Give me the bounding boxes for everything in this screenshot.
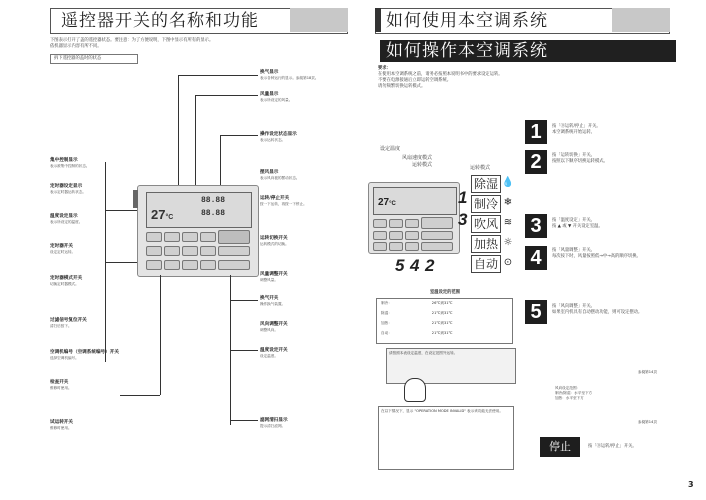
snowflake-icon: ❄ <box>503 197 513 208</box>
label-operation-display: 换气显示 表示各种运行的显示。参阅第18页。 <box>260 70 319 80</box>
remote-btn-9[interactable] <box>218 246 250 256</box>
step-2-number: 2 <box>525 150 547 174</box>
label-filter-display: 滤网清扫显示 提示清扫滤网。 <box>260 418 288 428</box>
diag-btn[interactable] <box>405 231 419 240</box>
diag-btn[interactable] <box>373 219 387 228</box>
intro-line-2: 依机器显示内容有所不同。 <box>50 44 102 49</box>
left-page-title: 遥控器开关的名称和功能 <box>61 11 259 31</box>
stop-instruction: 按「⓪运转/停止」开关。 <box>588 444 637 449</box>
sun-icon: ☼ <box>503 237 513 248</box>
leader-line <box>230 300 258 301</box>
left-header <box>50 8 348 34</box>
diag-btn[interactable] <box>421 242 453 251</box>
leader-line <box>178 75 179 185</box>
range-row: 自动： 21℃到31℃ <box>381 331 453 335</box>
callout-3: 3 <box>458 210 468 229</box>
label-check: 检查开关 维修时使用。 <box>50 380 72 390</box>
right-page-title: 如何使用本空调系统 <box>386 11 548 31</box>
mascot-icon <box>404 378 426 402</box>
stop-label: 停止 <box>540 437 580 457</box>
remote-btn-2[interactable] <box>164 232 180 242</box>
diag-btn[interactable] <box>373 231 387 240</box>
lcd-digits: 88.88 <box>201 196 226 205</box>
left-intro <box>50 38 346 50</box>
section-banner: 如何操作本空调系统 <box>380 40 676 62</box>
mode-heat: 加热 <box>471 235 501 253</box>
step-2-text: 按「运转切换」开关。 按照以下顺序切换运转模式。 <box>552 153 608 164</box>
step-3-text: 按「温度设定」开关。 按 ▲ 或 ▼ 开关设定室温。 <box>552 218 603 229</box>
lcd-digits-2: 88.88 <box>201 209 226 218</box>
leader-line <box>230 350 258 351</box>
remote-btn-7[interactable] <box>182 246 198 256</box>
step-1-text: 按「⓪运转/停止」开关。 本空调系统开始运转。 <box>552 124 601 135</box>
requirements-block: 要求： 在使用本空调系统之前，请务必按照本说明书中的要求设定运转。 不要在电源接通后立即运转空调系统。 请勿频繁切换运转模式。 <box>378 66 668 90</box>
note-3: 请勿频繁切换运转模式。 <box>378 84 426 89</box>
label-fan-button: 风量调整开关 调整风量。 <box>260 272 288 282</box>
label-status-display: 操作设定状态显示 表示运转状态。 <box>260 132 297 142</box>
diagram-lcd <box>373 187 457 215</box>
remote-onoff-btn[interactable] <box>218 230 250 244</box>
diag-btn[interactable] <box>389 219 403 228</box>
note-2: 不要在电源接通后立即运转空调系统。 <box>378 78 452 83</box>
range-row: 除湿： 21℃到31℃ <box>381 311 453 315</box>
header-accent <box>290 8 348 32</box>
remote-btn-10[interactable] <box>146 260 162 270</box>
remote-btn-11[interactable] <box>164 260 180 270</box>
leader-line <box>220 135 221 185</box>
label-swing-display: 摆风显示 表示风向板的摆动状态。 <box>260 170 300 180</box>
leader-line <box>105 210 137 211</box>
leader-line <box>220 135 258 136</box>
label-temp-display: 温度设定显示 表示所设定的温度。 <box>50 214 83 224</box>
label-timer-mode: 定时器模式开关 切换定时器模式。 <box>50 276 83 286</box>
step-1-number: 1 <box>525 120 547 144</box>
leader-line <box>120 395 160 396</box>
remote-btn-4[interactable] <box>200 232 216 242</box>
diag-btn[interactable] <box>389 242 403 251</box>
callout-2: 2 <box>425 256 435 275</box>
step-5-number: 5 <box>525 300 547 324</box>
label-central-control: 集中控制显示 表示被集中控制的状态。 <box>50 158 90 168</box>
remote-btn-12[interactable] <box>182 260 198 270</box>
leader-line <box>178 75 258 76</box>
label-fan-display: 风量显示 表示所设定的风量。 <box>260 92 293 102</box>
leader-line <box>195 95 196 185</box>
range-row: 加热： 21℃到31℃ <box>381 321 453 325</box>
step-3-number: 3 <box>525 214 547 238</box>
note-1: 在使用本空调系统之前，请务必按照本说明书中的要求设定运转。 <box>378 72 503 77</box>
remote-btn-1[interactable] <box>146 232 162 242</box>
leader-line <box>195 95 258 96</box>
diagram-remote <box>368 182 460 254</box>
diag-mode-label: 运转模式 <box>412 162 433 168</box>
brand-mark <box>133 190 138 208</box>
remote-btn-3[interactable] <box>182 232 198 242</box>
mode-fan: 吹风 <box>471 215 501 233</box>
remote-btn-14[interactable] <box>218 260 250 270</box>
diag-fan-label: 风扇速度模式 <box>402 155 433 161</box>
label-test-run: 试运转开关 维修时使用。 <box>50 420 73 430</box>
callout-4: 4 <box>410 256 420 275</box>
remote-btn-8[interactable] <box>200 246 216 256</box>
mode-dry: 除湿 <box>471 175 501 193</box>
mode-cool: 制冷 <box>471 195 501 213</box>
step-5-ranges: 风向设定范围： 制冷/除湿：水平至下方 加热：水平至下方 <box>555 386 593 400</box>
callout-5: 5 <box>395 256 405 275</box>
diag-ops-mode-label: 运转模式 <box>470 165 491 171</box>
label-filter-reset: 过滤信号复位开关 清扫后按下。 <box>50 318 87 328</box>
diag-btn[interactable] <box>405 242 419 251</box>
remote-btn-13[interactable] <box>200 260 216 270</box>
label-temp-button: 温度设定开关 设定温度。 <box>260 348 288 358</box>
figure-caption: 拆下遥控器的盖时的状态 <box>50 54 138 64</box>
label-timer-display: 定时器设定显示 表示定时器运转状态。 <box>50 184 86 194</box>
range-row: 制冷： 26℃到31℃ <box>381 301 453 305</box>
diagram-temp: 27°C <box>378 197 396 208</box>
diag-set-temp-label: 设定温度 <box>380 146 401 152</box>
intro-line-1: 下图表示打开了盖的遥控器状态。要注意：为了方便说明，下图中显示有所有的显示。 <box>50 38 214 43</box>
label-timer-button: 定时器开关 设定定时运转。 <box>50 244 76 254</box>
diag-btn[interactable] <box>373 242 387 251</box>
tip-box-1: 请按照本表设定温度，在设定范围外运转。 <box>386 348 516 384</box>
step-5-text: 按「风向调整」开关。 如果室内机具有自动摆动功能，则可设定摆动。 <box>552 304 643 315</box>
label-dir-button: 风向调整开关 调整风向。 <box>260 322 288 332</box>
label-onoff-button: 运转/停止开关 按一下运转，再按一下停止。 <box>260 196 307 206</box>
tip-box-2: 在以下情况下，显示 "OPERATION MODE INVALID" 表示该功能无法使用。 <box>378 406 514 470</box>
remote-controller-illustration <box>137 185 259 277</box>
diag-btn[interactable] <box>421 231 453 240</box>
step-4-text: 按「风量调整」开关。 每次按下时，风量按照低→中→高的顺序切换。 <box>552 248 641 259</box>
diag-btn[interactable] <box>405 219 419 228</box>
page-number: 3 <box>688 480 694 489</box>
step-4-number: 4 <box>525 246 547 270</box>
leader-line <box>160 275 161 395</box>
right-header <box>375 8 670 34</box>
label-mode-button: 运转切换开关 运转模式的切换。 <box>260 236 289 246</box>
lcd-temp: 27°C <box>151 207 174 222</box>
label-unit-select: 空调机编号（空调系统编号）开关 选择空调机编号。 <box>50 350 119 360</box>
wind-icon: ≋ <box>503 217 513 228</box>
page-ref-1[interactable]: 参阅第14页 <box>638 370 657 374</box>
leader-line <box>105 262 137 263</box>
leader-line <box>230 420 258 421</box>
remote-lcd-screen <box>146 192 252 228</box>
temp-range-table <box>376 298 513 344</box>
page-ref-2[interactable]: 参阅第14页 <box>638 420 657 424</box>
mode-auto: 自动 <box>471 255 501 273</box>
auto-icon: ⊙ <box>503 257 513 268</box>
header-accent <box>612 8 670 32</box>
remote-btn-6[interactable] <box>164 246 180 256</box>
droplet-icon: 💧 <box>501 177 515 188</box>
callout-1: 1 <box>458 188 468 207</box>
diag-btn[interactable] <box>389 231 403 240</box>
diag-onoff-btn[interactable] <box>421 217 453 229</box>
header-marker <box>375 8 381 32</box>
label-vent-button: 换气开关 操作换气装置。 <box>260 296 286 306</box>
remote-btn-5[interactable] <box>146 246 162 256</box>
temp-range-title: 室温设定的范围 <box>430 290 461 295</box>
